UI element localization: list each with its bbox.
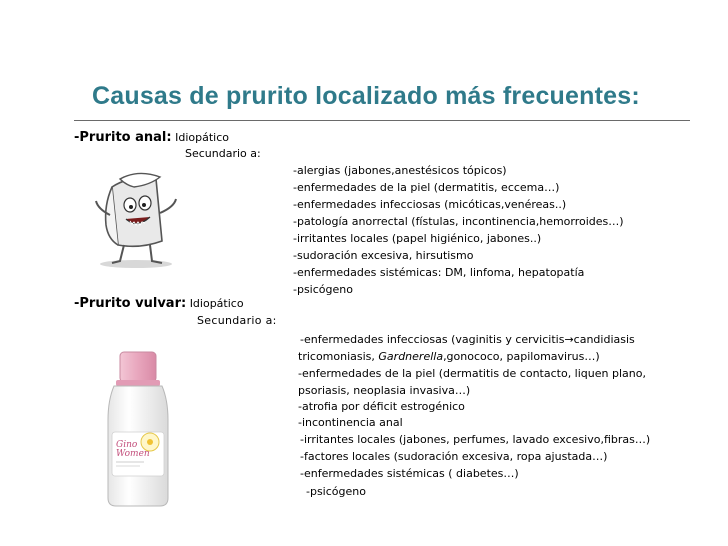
- slide-title: Causas de prurito localizado más frecuentes:: [92, 82, 640, 110]
- vulvar-prefix: -: [74, 296, 80, 311]
- anal-label: -Prurito anal:: [74, 130, 172, 145]
- list-item: -enfermedades infecciosas (micóticas,venéreas..): [293, 198, 567, 211]
- anal-idiopathic: Idiopático: [175, 131, 229, 144]
- vulvar-idiopathic: Idiopático: [189, 297, 244, 310]
- toilet-paper-cartoon-illustration: [90, 165, 182, 270]
- list-item: -alergias (jabones,anestésicos tópicos): [293, 164, 507, 177]
- list-item: -enfermedades sistémicas ( diabetes…): [300, 467, 519, 480]
- arrow-right-icon: →: [564, 333, 574, 346]
- list-item: tricomoniasis, Gardnerella,gonococo, papilomavirus…): [298, 350, 600, 363]
- vulvar-label: Prurito vulvar:: [79, 296, 187, 311]
- list-item: -incontinencia anal: [298, 416, 403, 429]
- vulvar-heading: [74, 296, 244, 311]
- list-item: -enfermedades de la piel (dermatitis, eccema…): [293, 181, 560, 194]
- list-item: -enfermedades infecciosas (vaginitis y cervicitis→candidiasis: [300, 333, 635, 346]
- anal-secondary: Secundario a:: [185, 147, 261, 160]
- list-item: -atrofia por déficit estrogénico: [298, 400, 465, 413]
- list-item: -irritantes locales (jabones, perfumes, lavado excesivo,fibras…): [300, 433, 651, 446]
- list-item: psoriasis, neoplasia invasiva…): [298, 384, 471, 397]
- list-item: -enfermedades sistémicas: DM, linfoma, hepatopatía: [293, 266, 585, 279]
- list-item: -enfermedades de la piel (dermatitis de contacto, liquen plano,: [298, 367, 646, 380]
- list-item: -sudoración excesiva, hirsutismo: [293, 249, 474, 262]
- hygiene-bottle-illustration: [98, 350, 178, 510]
- anal-heading: [74, 130, 229, 145]
- list-item: -irritantes locales (papel higiénico, jabones..): [293, 232, 542, 245]
- list-item: -patología anorrectal (fístulas, incontinencia,hemorroides…): [293, 215, 624, 228]
- list-item: -factores locales (sudoración excesiva, ropa ajustada…): [300, 450, 608, 463]
- title-divider: [74, 120, 690, 121]
- list-item: -psicógeno: [306, 485, 366, 498]
- list-item: -psicógeno: [293, 283, 353, 296]
- vulvar-secondary: Secundario a:: [197, 314, 277, 327]
- bottle-brand-line2: Women: [116, 449, 150, 459]
- bottle-brand-line1: Gino: [116, 440, 138, 450]
